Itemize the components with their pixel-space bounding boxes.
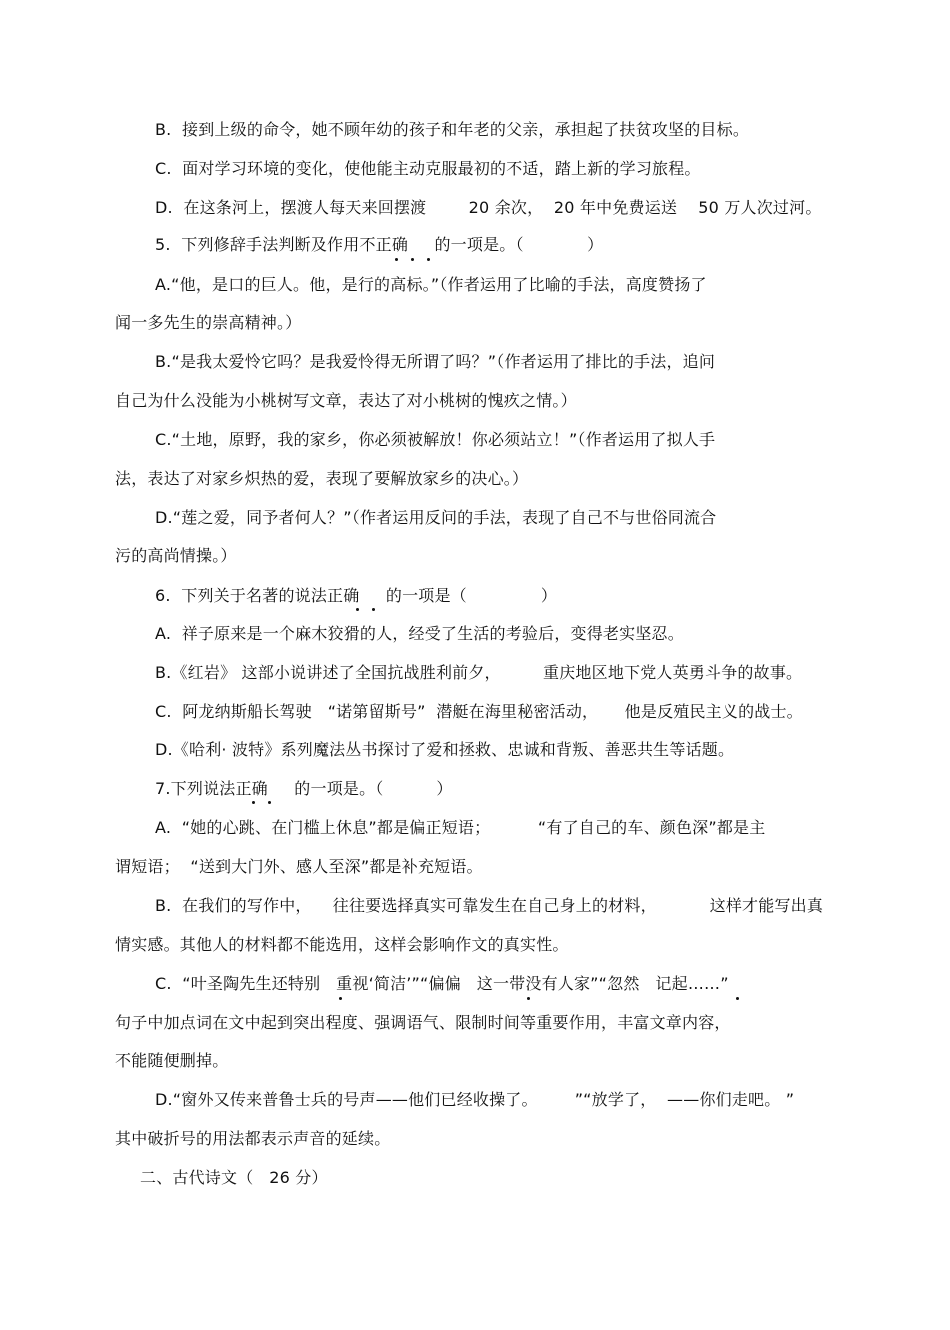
section-2-heading: 二、古代诗文（ 26 分） [140, 1168, 328, 1187]
emphasis-dot [356, 608, 359, 611]
emphasis-dot [395, 258, 398, 261]
emphasis-dot [527, 997, 530, 1000]
question-7-stem: 7.下列说法正确 的一项是。（ ） [155, 779, 453, 798]
emphasis-dot [736, 997, 739, 1000]
q7-option-c-cont1: 句子中加点词在文中起到突出程度、强调语气、限制时间等重要作用，丰富文章内容， [115, 1013, 731, 1032]
q4-option-b: B. 接到上级的命令，她不顾年幼的孩子和年老的父亲，承担起了扶贫攻坚的目标。 [155, 120, 750, 139]
q7-option-b: B. 在我们的写作中， 往往要选择真实可靠发生在自己身上的材料， 这样才能写出真 [155, 896, 824, 915]
emphasis-dot [411, 258, 414, 261]
emphasis-dot [268, 801, 271, 804]
q6-option-d: D.《哈利· 波特》系列魔法丛书探讨了爱和拯救、忠诚和背叛、善恶共生等话题。 [155, 740, 735, 759]
q6-option-a: A. 祥子原来是一个麻木狡猾的人，经受了生活的考验后，变得老实坚忍。 [155, 624, 684, 643]
q5-option-c-cont: 法，表达了对家乡炽热的爱，表现了要解放家乡的决心。） [115, 469, 529, 488]
q5-option-d-cont: 污的高尚情操。） [115, 546, 237, 565]
q7-option-d: D.“窗外又传来普鲁士兵的号声——他们已经收操了。 ”“放学了， ——你们走吧。 ” [155, 1090, 795, 1109]
q5-option-a: A.“他，是口的巨人。他，是行的高标。”（作者运用了比喻的手法，高度赞扬了 [155, 275, 707, 294]
q5-option-d: D.“莲之爱，同予者何人？”（作者运用反问的手法，表现了自己不与世俗同流合 [155, 508, 717, 527]
q5-option-b-cont: 自己为什么没能为小桃树写文章，表达了对小桃树的愧疚之情。） [115, 391, 577, 410]
question-6-stem: 6. 下列关于名著的说法正确 的一项是（ ） [155, 586, 558, 605]
question-5-stem: 5. 下列修辞手法判断及作用不正确 的一项是。（ ） [155, 235, 604, 254]
q7-option-a: A. “她的心跳、在门槛上休息”都是偏正短语； “有了自己的车、颜色深”都是主 [155, 818, 766, 837]
q7-option-c: C. “叶圣陶先生还特别 重视‘简洁’”“偏偏 这一带没有人家”“忽然 记起……” [155, 974, 729, 993]
q6-option-c: C. 阿龙纳斯船长驾驶 “诺第留斯号” 潜艇在海里秘密活动， 他是反殖民主义的战士。 [155, 702, 803, 721]
emphasis-dot [372, 608, 375, 611]
q7-option-a-cont: 谓短语； “送到大门外、感人至深”都是补充短语。 [115, 857, 483, 876]
emphasis-dot [427, 258, 430, 261]
q4-option-c: C. 面对学习环境的变化，使他能主动克服最初的不适，踏上新的学习旅程。 [155, 159, 701, 178]
q7-option-d-cont: 其中破折号的用法都表示声音的延续。 [115, 1129, 391, 1148]
emphasis-dot [339, 997, 342, 1000]
q6-option-b: B.《红岩》 这部小说讲述了全国抗战胜利前夕， 重庆地区地下党人英勇斗争的故事。 [155, 663, 803, 682]
q5-option-b: B.“是我太爱怜它吗？是我爱怜得无所谓了吗？”（作者运用了排比的手法，追问 [155, 352, 716, 371]
q7-option-c-cont2: 不能随便删掉。 [115, 1051, 229, 1070]
q5-option-c: C.“土地，原野，我的家乡，你必须被解放！你必须站立！”（作者运用了拟人手 [155, 430, 716, 449]
q7-option-b-cont: 情实感。其他人的材料都不能选用，这样会影响作文的真实性。 [115, 935, 569, 954]
q5-option-a-cont: 闻一多先生的崇高精神。） [115, 313, 302, 332]
emphasis-dot [252, 801, 255, 804]
q4-option-d: D. 在这条河上，摆渡人每天来回摆渡 20 余次， 20 年中免费运送 50 万人次过河。 [155, 198, 822, 217]
